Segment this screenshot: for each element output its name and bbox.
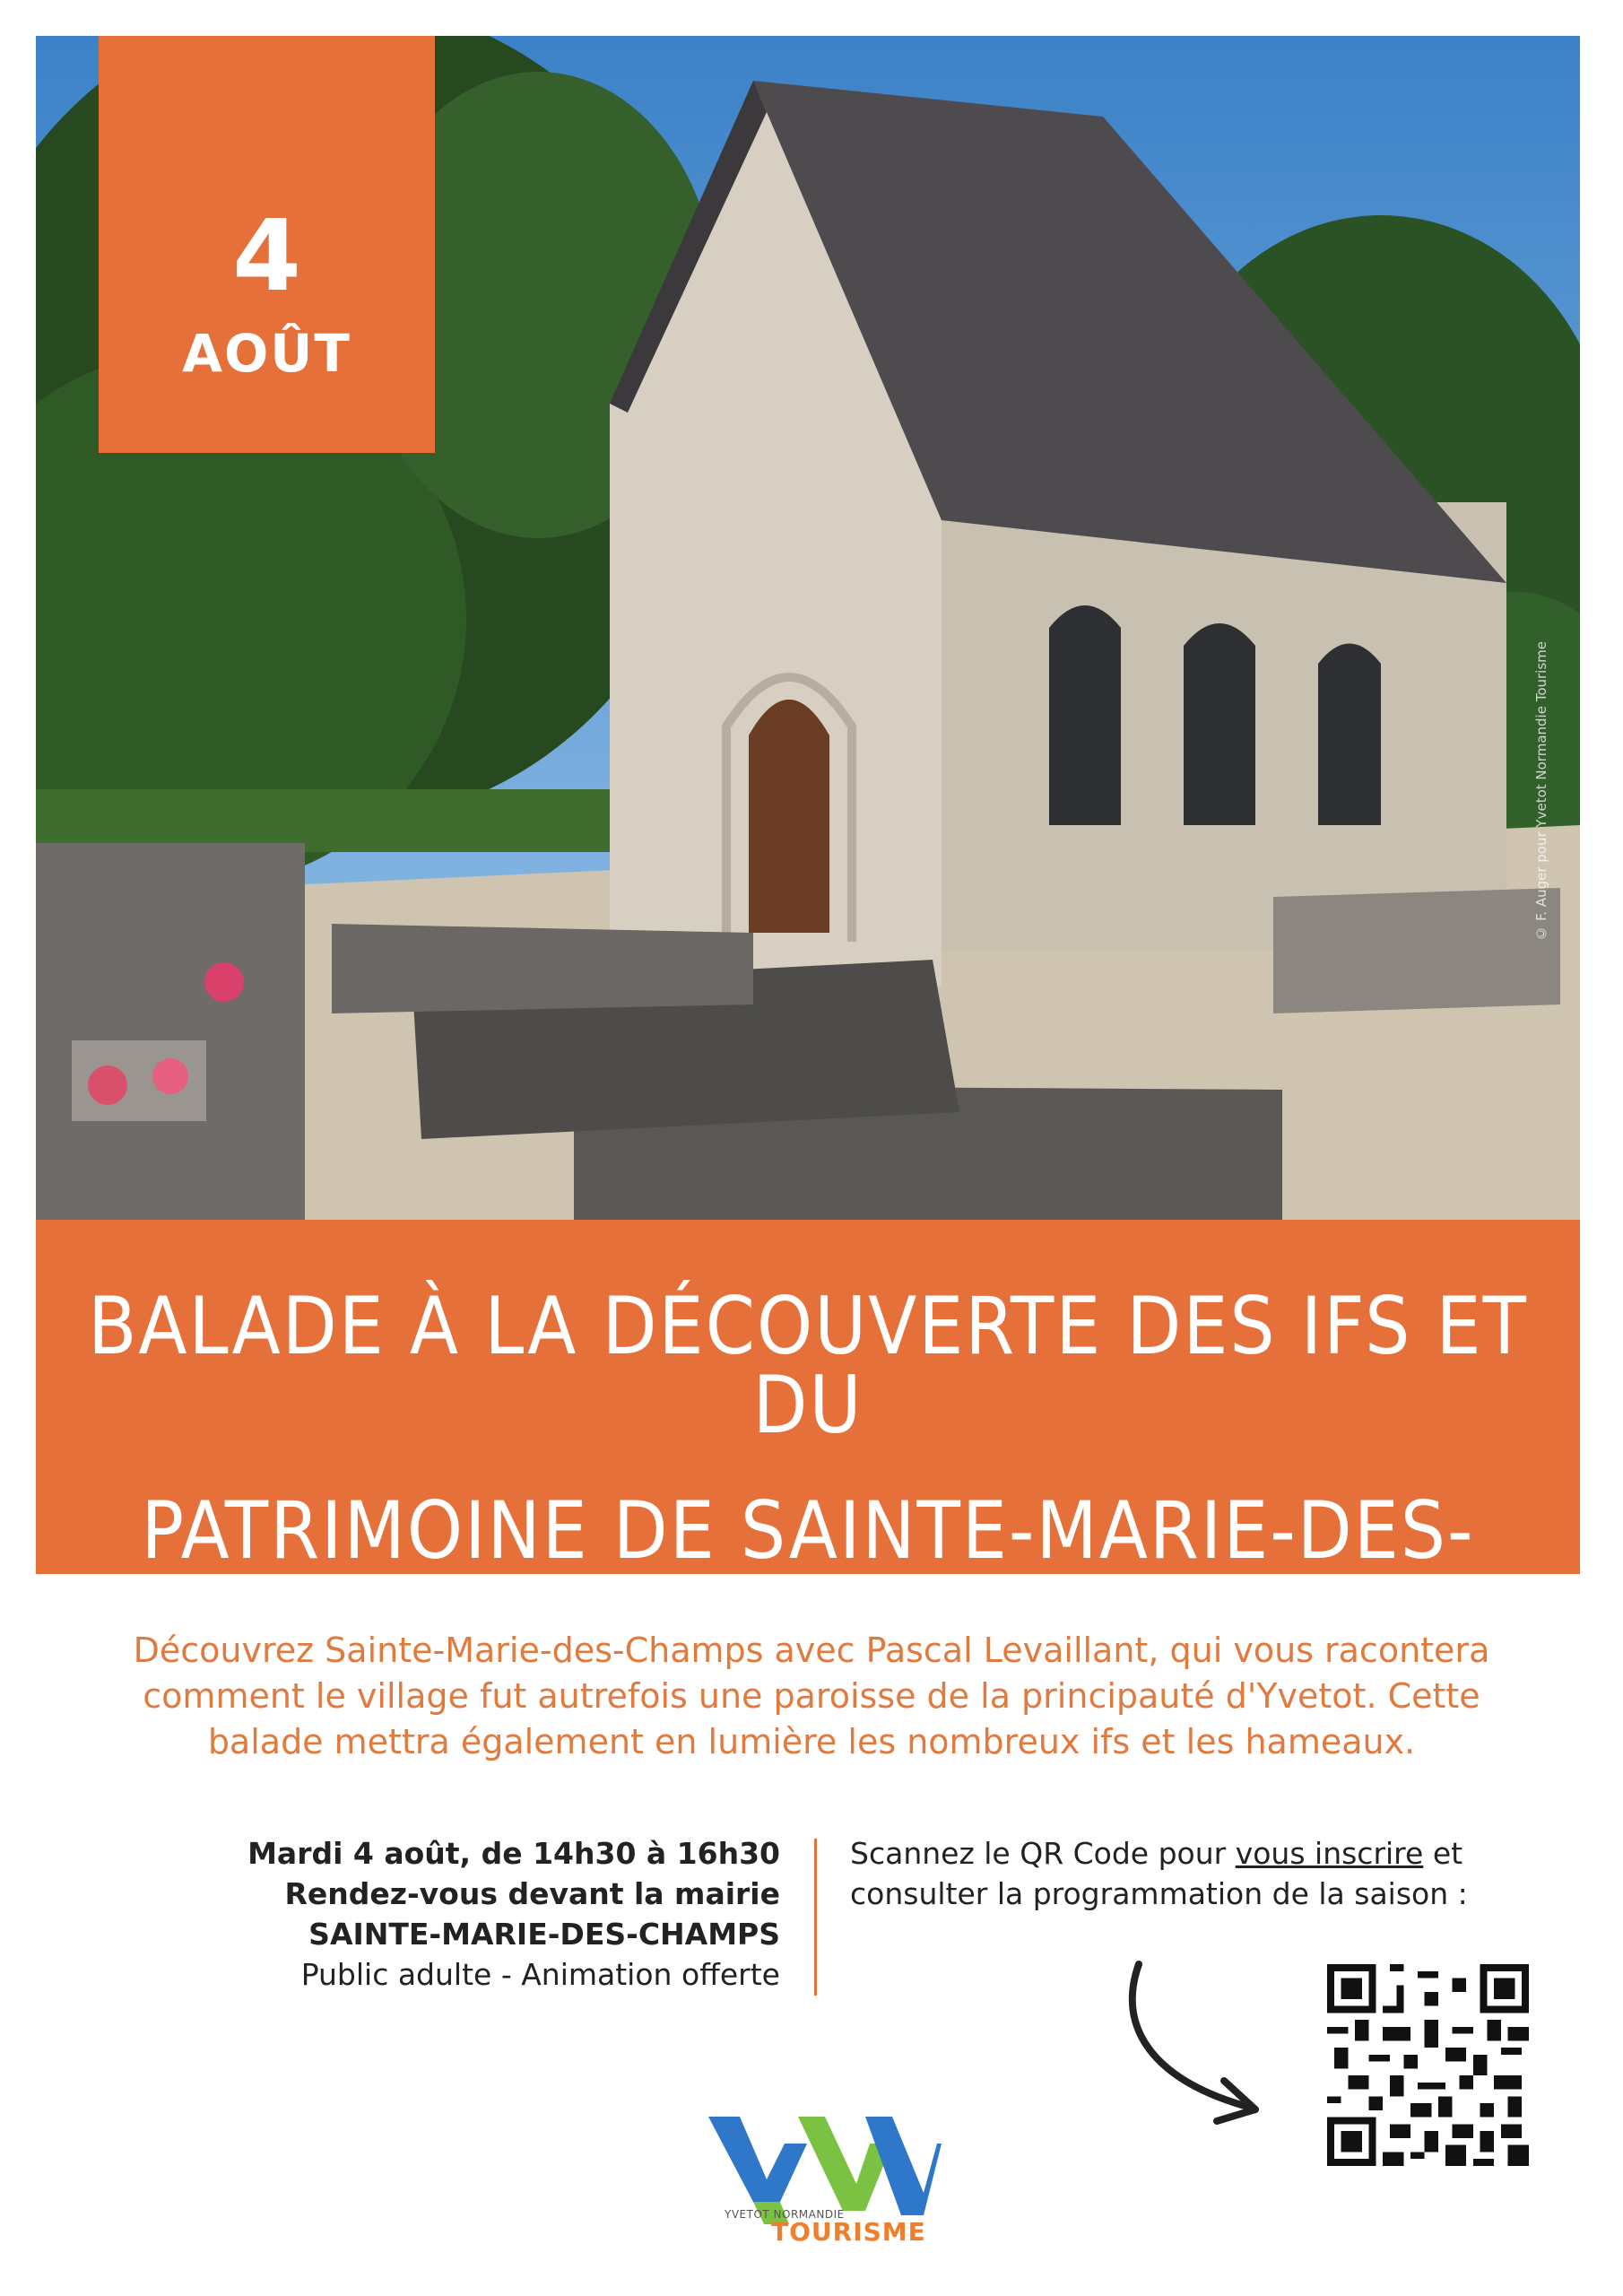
event-place: SAINTE-MARIE-DES-CHAMPS — [308, 1916, 780, 1952]
event-meeting-point: Rendez-vous devant la mairie — [284, 1875, 780, 1911]
date-month: AOÛT — [182, 323, 352, 384]
intro-line-2: comment le village fut autrefois une paroisse de la principauté d'Yvetot. Cette — [143, 1675, 1480, 1716]
intro-text — [54, 1628, 1569, 1765]
title-line-2: PATRIMOINE DE SAINTE-MARIE-DES-CHAMPS — [141, 1484, 1475, 1656]
date-badge — [99, 36, 435, 453]
qr-text-before: Scannez le QR Code pour — [850, 1836, 1236, 1871]
intro-line-3: balade mettra également en lumière les nombreux ifs et les hameaux. — [207, 1721, 1416, 1761]
event-details — [152, 1834, 780, 1996]
qr-instructions — [850, 1834, 1567, 1915]
divider — [814, 1839, 817, 1996]
qr-text-line-2: consulter la programmation de la saison : — [850, 1875, 1468, 1911]
register-link[interactable]: vous inscrire — [1235, 1836, 1424, 1871]
qr-code[interactable] — [1327, 1964, 1529, 2166]
qr-text-after: et — [1423, 1836, 1463, 1871]
date-day: 4 — [232, 198, 301, 313]
event-audience: Public adulte - Animation offerte — [300, 1956, 780, 1992]
title-line-1: BALADE À LA DÉCOUVERTE DES IFS ET DU — [88, 1280, 1528, 1451]
arrow-icon — [1116, 1955, 1287, 2126]
logo-subtitle: YVETOT NORMANDIE — [725, 2208, 845, 2221]
photo-credit: © F. Auger pour Yvetot Normandie Tourisme — [1533, 641, 1549, 942]
intro-line-1: Découvrez Sainte-Marie-des-Champs avec Pascal Levaillant, qui vous racontera — [133, 1631, 1490, 1670]
event-datetime: Mardi 4 août, de 14h30 à 16h30 — [247, 1836, 780, 1871]
logo-name: TOURISME — [771, 2217, 926, 2247]
